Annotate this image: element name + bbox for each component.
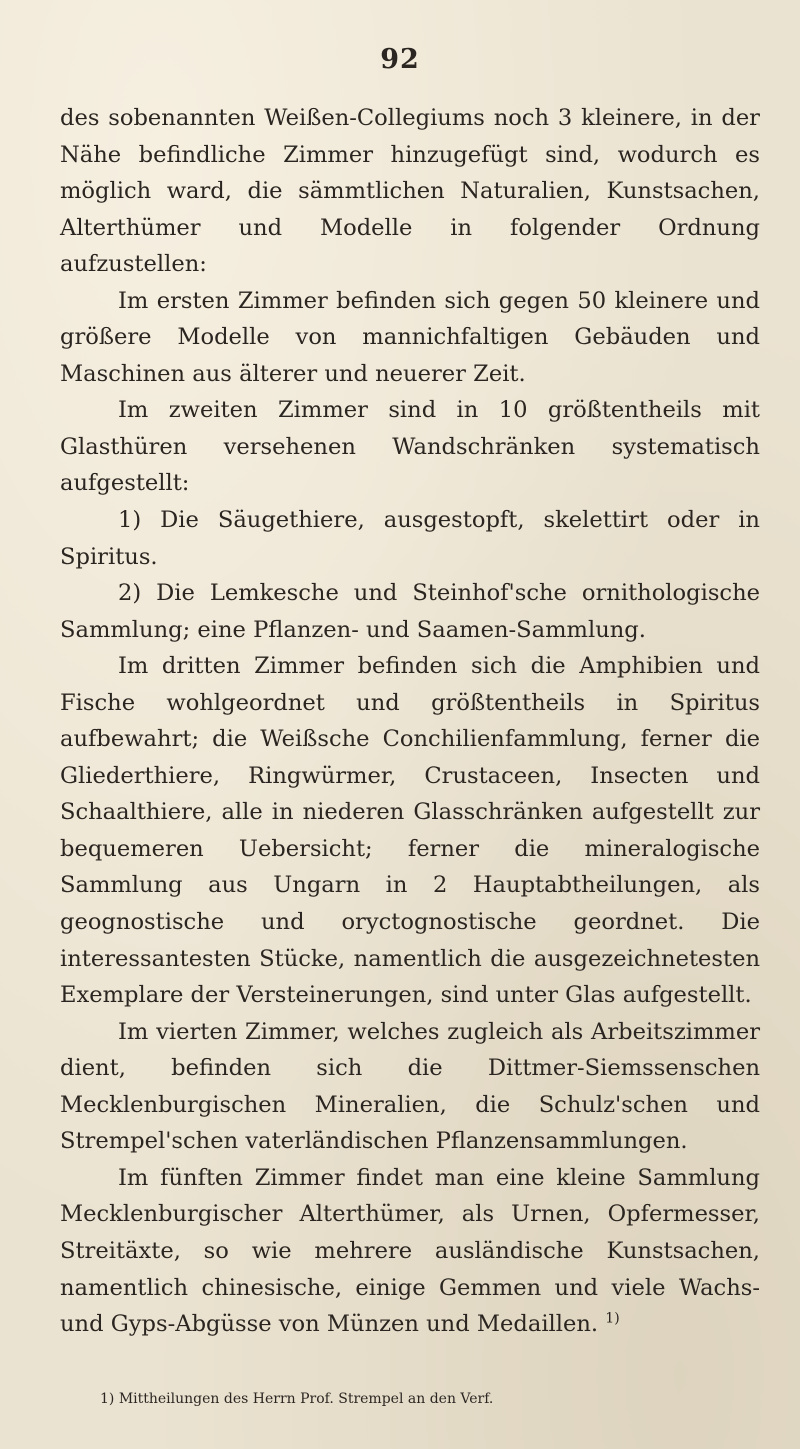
paragraph-first-room: Im ersten Zimmer befinden sich gegen 50 kleinere und größere Modelle von mannichfaltigen Gebäuden und Maschinen aus älterer und neuerer Zeit. — [60, 287, 760, 387]
body-text — [60, 100, 760, 1343]
paragraph-fourth-room: Im vierten Zimmer, welches zugleich als Arbeitszimmer dient, befinden sich die Dittmer-Siemssenschen Mecklenburgischen Mineralien, die Schulz'schen und Strempel'schen vaterländischen Pflanzensammlungen. — [60, 1018, 760, 1155]
paragraph-second-room: Im zweiten Zimmer sind in 10 größtentheils mit Glasthüren versehenen Wandschränken systematisch aufgestellt: — [60, 397, 760, 497]
paragraph-fifth-room-text: Im fünften Zimmer findet man eine kleine Sammlung Mecklenburgischer Alterthümer, als Urnen, Opfermesser, Streitäxte, so wie mehrere ausländische Kunstsachen, namentlich chinesische, einige Gemmen und viele Wachs- und Gyps-Abgüsse von Münzen und Medaillen. — [60, 1164, 760, 1338]
paragraph-continuation: des sobenannten Weißen-Collegiums noch 3 kleinere, in der Nähe befindliche Zimmer hinzugefügt sind, wodurch es möglich ward, die sämmtlichen Naturalien, Kunstsachen, Alterthümer und Modelle in folgender Ordnung aufzustellen: — [60, 105, 760, 278]
footnote: 1) Mittheilungen des Herrn Prof. Strempel an den Verf. — [100, 1391, 494, 1407]
page-number: 92 — [380, 44, 420, 75]
paragraph-fifth-room — [60, 1160, 760, 1343]
list-item-mammals: 1) Die Säugethiere, ausgestopft, skelettirt oder in Spiritus. — [60, 507, 760, 570]
paragraph-third-room: Im dritten Zimmer befinden sich die Amphibien und Fische wohlgeordnet und größtentheils in Spiritus aufbewahrt; die Weißsche Conchilienfammlung, ferner die Gliederthiere, Ringwürmer, Crustaceen, Insecten und Schaalthiere, alle in niederen Glasschränken aufgestellt zur bequemeren Uebersicht; ferner die mineralogische Sammlung aus Ungarn in 2 Hauptabtheilungen, als geognostische und oryctognostische geordnet. Die interessantesten Stücke, namentlich die ausgezeichnetesten Exemplare der Versteinerungen, sind unter Glas aufgestellt. — [60, 653, 760, 1009]
footnote-reference: 1) — [605, 1310, 620, 1327]
list-item-ornithology: 2) Die Lemkesche und Steinhof'sche ornithologische Sammlung; eine Pflanzen- und Saamen-Sammlung. — [60, 580, 760, 643]
